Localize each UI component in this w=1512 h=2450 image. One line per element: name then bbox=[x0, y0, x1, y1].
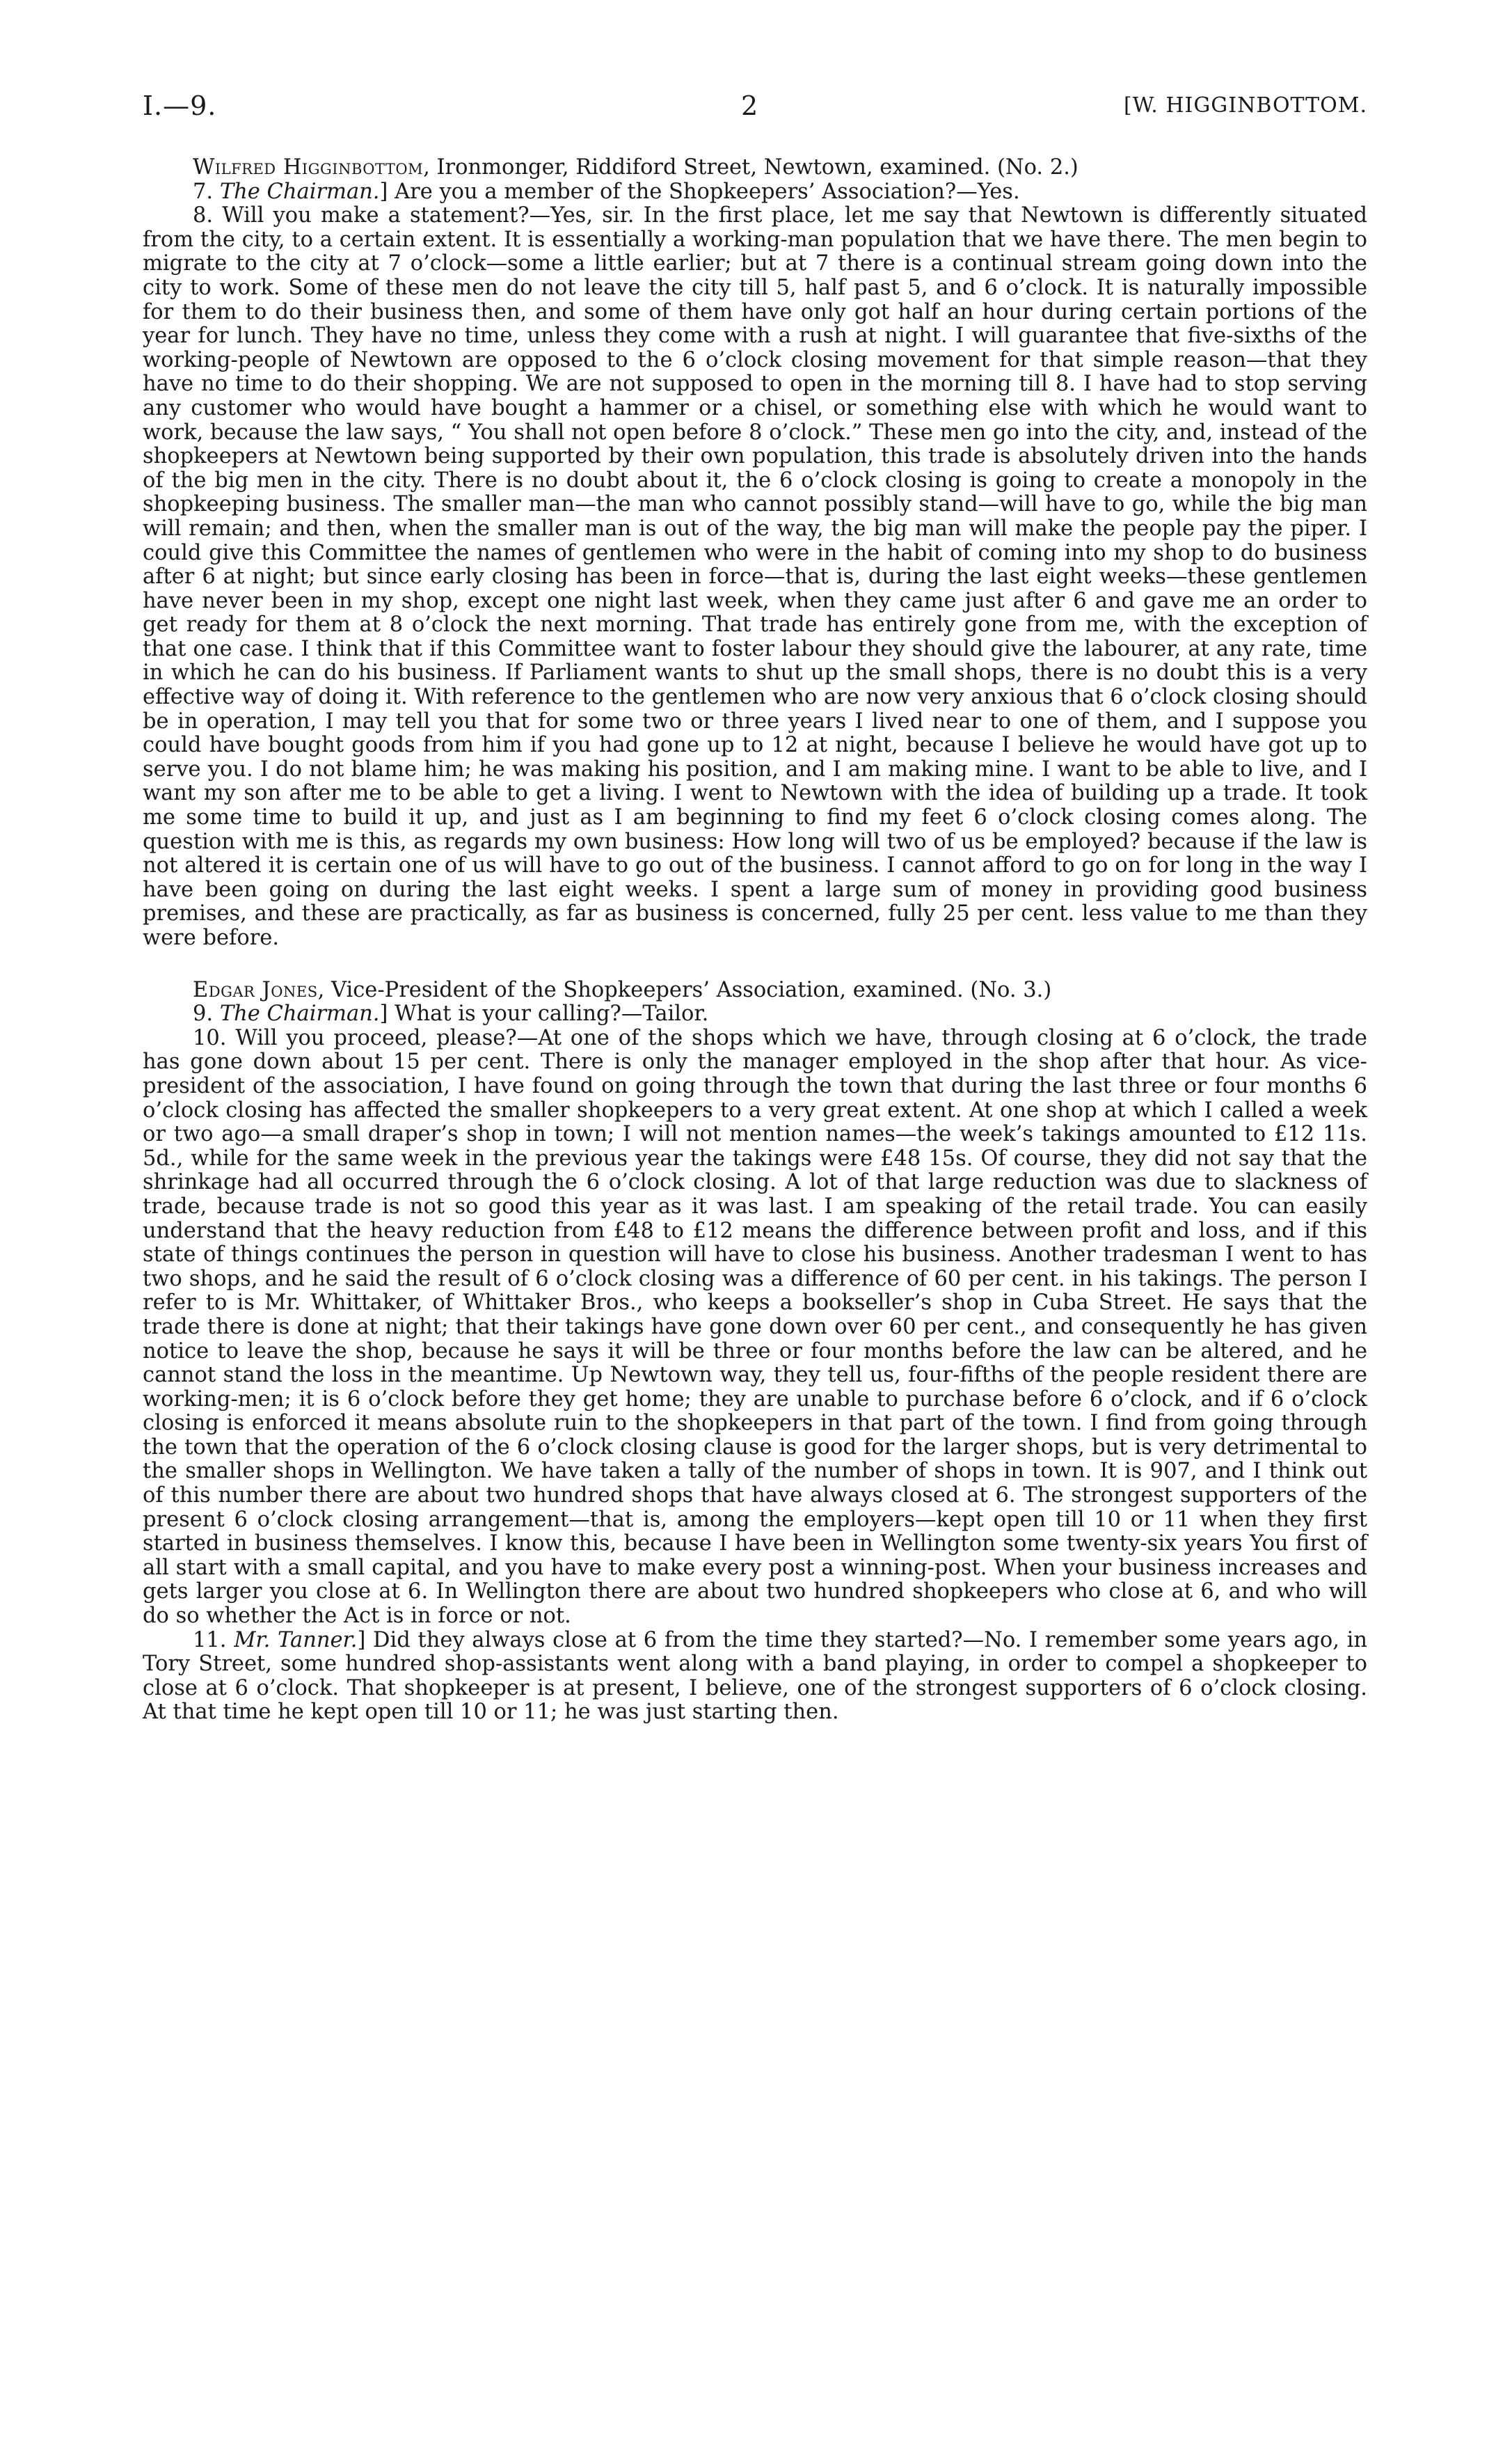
question-paragraph bbox=[143, 1027, 1367, 1629]
page-number: 2 bbox=[741, 90, 758, 121]
witness-description: , Ironmonger, Riddiford Street, Newtown, examined. (No. 2.) bbox=[423, 155, 1079, 180]
question-paragraph bbox=[143, 204, 1367, 950]
question-number: 11. bbox=[193, 1627, 227, 1652]
question-number: 10. bbox=[193, 1025, 227, 1050]
witness-heading bbox=[143, 979, 1367, 1003]
witness-description: , Vice-President of the Shopkeepers’ Association, examined. (No. 3.) bbox=[317, 977, 1052, 1002]
question-number: 9. bbox=[193, 1002, 214, 1027]
question-paragraph bbox=[143, 180, 1367, 205]
running-header bbox=[143, 90, 1367, 132]
question-paragraph bbox=[143, 1002, 1367, 1027]
question-number: 8. bbox=[193, 203, 214, 228]
speaker-name: The Chairman. bbox=[219, 1002, 380, 1027]
witness-name: Wilfred Higginbottom bbox=[193, 155, 424, 180]
speaker-name: Mr. Tanner. bbox=[234, 1627, 358, 1652]
header-reference: I.—9. bbox=[143, 90, 217, 121]
witness-name: Edgar Jones bbox=[193, 977, 318, 1002]
question-number: 7. bbox=[193, 179, 214, 204]
header-witness: [W. HIGGINBOTTOM. bbox=[1123, 93, 1367, 118]
witness-heading bbox=[143, 156, 1367, 180]
question-text: ] Are you a member of the Shopkeepers’ Association?—Yes. bbox=[379, 179, 1020, 204]
question-text: ] Did they always close at 6 from the time they started?—No. I remember some years ago, in Tory Street, some hundred shop-assistants went along with a band playing, in order to compel a shopkeeper to close at 6 o’clock. That shopkeeper is at present, I believe, one of the strongest supporters of 6 o’clock closing. At that time he kept open till 10 or 11; he was just starting then. bbox=[143, 1627, 1367, 1725]
speaker-name: The Chairman. bbox=[219, 179, 380, 204]
question-text: Will you make a statement?—Yes, sir. In the first place, let me say that Newtown is differently situated from the city, to a certain extent. It is essentially a working-man population that we have there. The men begin to migrate to the city at 7 o’clock—some a little earlier; but at 7 there is a continual stream going down into the city to work. Some of these men do not leave the city till 5, half past 5, and 6 o’clock. It is naturally impossible for them to do their business then, and some of them have only got half an hour during certain portions of the year for lunch. They have no time, unless they come with a rush at night. I will guarantee that five-sixths of the working-people of Newtown are opposed to the 6 o’clock closing movement for that simple reason—that they have no time to do their shopping. We are not supposed to open in the morning till 8. I have had to stop serving any customer who would have bought a hammer or a chisel, or something else with which he would want to work, because the law says, “ You shall not open before 8 o’clock.” These men go into the city, and, instead of the shopkeepers at Newtown being supported by their own population, this trade is absolutely driven into the hands of the big men in the city. There is no doubt about it, the 6 o’clock closing is going to create a monopoly in the shopkeeping business. The smaller man—the man who cannot possibly stand—will have to go, while the big man will remain; and then, when the smaller man is out of the way, the big man will make the people pay the piper. I could give this Committee the names of gentlemen who were in the habit of coming into my shop to do business after 6 at night; but since early closing has been in force—that is, during the last eight weeks—these gentlemen have never been in my shop, except one night last week, when they came just after 6 and gave me an order to get ready for them at 8 o’clock the next morning. That trade has entirely gone from me, with the exception of that one case. I think that if this Committee want to foster labour they should give the labourer, at any rate, time in which he can do his business. If Parliament wants to shut up the small shops, there is no doubt this is a very effective way of doing it. With reference to the gentlemen who are now very anxious that 6 o’clock closing should be in operation, I may tell you that for some two or three years I lived near to one of them, and I suppose you could have bought goods from him if you had gone up to 12 at night, because I believe he would have got up to serve you. I do not blame him; he was making his position, and I am making mine. I want to be able to live, and I want my son after me to be able to get a living. I went to Newtown with the idea of building up a trade. It took me some time to build it up, and just as I am beginning to find my feet 6 o’clock closing comes along. The question with me is this, as regards my own business: How long will two of us be employed? because if the law is not altered it is certain one of us will have to go out of the business. I cannot afford to go on for long in the way I have been going on during the last eight weeks. I spent a large sum of money in providing good business premises, and these are practically, as far as business is concerned, fully 25 per cent. less value to me than they were before. bbox=[143, 203, 1367, 950]
question-paragraph bbox=[143, 1629, 1367, 1725]
document-page bbox=[143, 90, 1367, 1725]
question-text: ] What is your calling?—Tailor. bbox=[379, 1002, 709, 1027]
question-text: Will you proceed, please?—At one of the shops which we have, through closing at 6 o’clock, the trade has gone down about 15 per cent. There is only the manager employed in the shop after that hour. As vice-president of the association, I have found on going through the town that during the last three or four months 6 o’clock closing has affected the smaller shopkeepers to a very great extent. At one shop at which I called a week or two ago—a small draper’s shop in town; I will not mention names—the week’s takings amounted to £12 11s. 5d., while for the same week in the previous year the takings were £48 15s. Of course, they did not say that the shrinkage had all occurred through the 6 o’clock closing. A lot of that large reduction was due to slackness of trade, because trade is not so good this year as it was last. I am speaking of the retail trade. You can easily understand that the heavy reduction from £48 to £12 means the difference between profit and loss, and if this state of things continues the person in question will have to close his business. Another tradesman I went to has two shops, and he said the result of 6 o’clock closing was a difference of 60 per cent. in his takings. The person I refer to is Mr. Whittaker, of Whittaker Bros., who keeps a bookseller’s shop in Cuba Street. He says that the trade there is done at night; that their takings have gone down over 60 per cent., and consequently he has given notice to leave the shop, because he says it will be three or four months before the law can be altered, and he cannot stand the loss in the meantime. Up Newtown way, they tell us, four-fifths of the people resident there are working-men; it is 6 o’clock before they get home; they are unable to purchase before 6 o’clock, and if 6 o’clock closing is enforced it means absolute ruin to the shopkeepers in that part of the town. I find from going through the town that the operation of the 6 o’clock closing clause is good for the larger shops, but is very detrimental to the smaller shops in Wellington. We have taken a tally of the number of shops in town. It is 907, and I think out of this number there are about two hundred shops that have always closed at 6. The strongest supporters of the present 6 o’clock closing arrangement—that is, among the employers—kept open till 10 or 11 when they first started in business themselves. I know this, because I have been in Wellington some twenty-six years You first of all start with a small capital, and you have to make every post a winning-post. When your business increases and gets larger you close at 6. In Wellington there are about two hundred shopkeepers who close at 6, and who will do so whether the Act is in force or not. bbox=[143, 1025, 1367, 1629]
